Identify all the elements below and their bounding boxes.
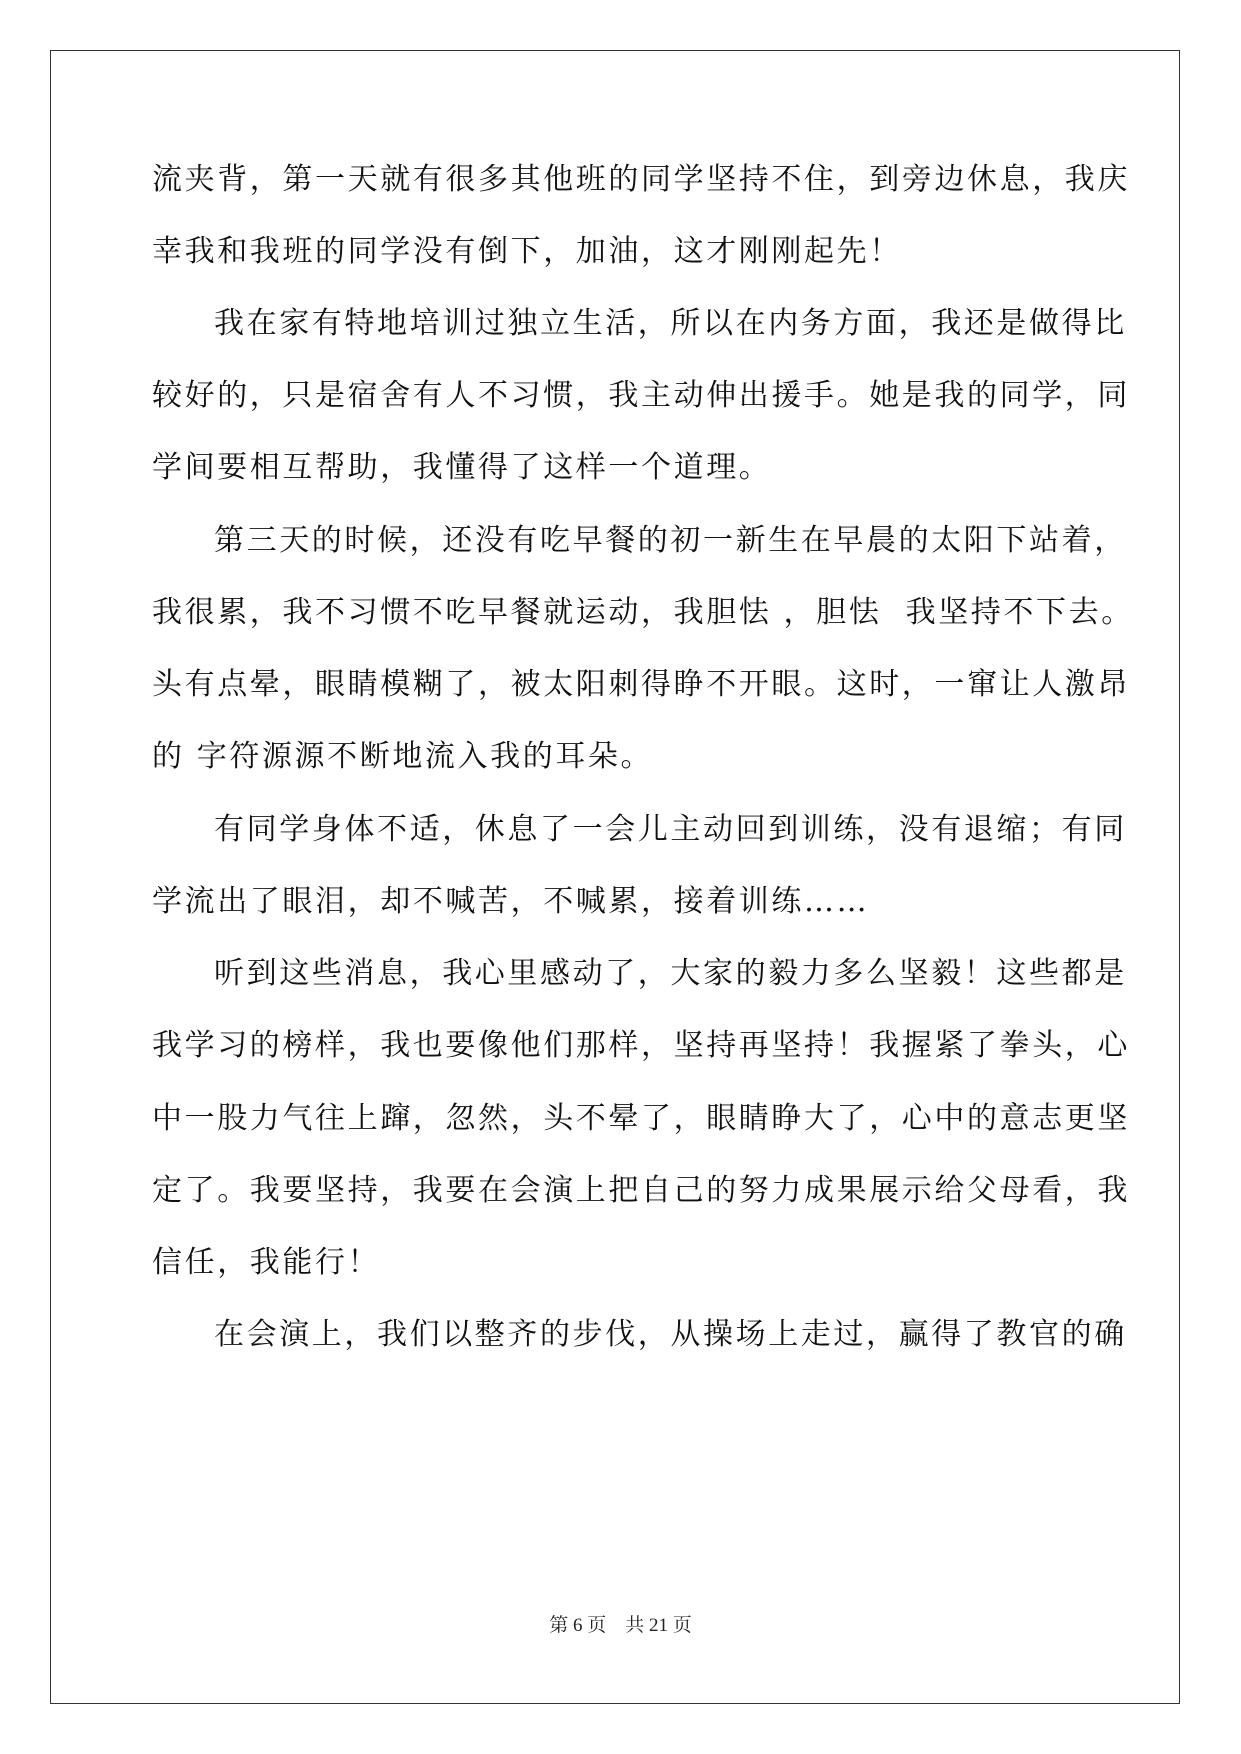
paragraph-first-line: 在会演上，我们以整齐的步伐，从操场上走过，赢得了教官的确	[214, 1317, 1127, 1352]
text-line: 学间要相互帮助，我懂得了这样一个道理。	[152, 450, 772, 485]
text-line: 我学习的榜样，我也要像他们那样，坚持再坚持！我握紧了拳头，心	[152, 1028, 1130, 1063]
page-border	[50, 50, 1180, 1704]
page-number-footer: 第 6 页 共 21 页	[549, 1615, 692, 1636]
paragraph-first-line: 听到这些消息，我心里感动了，大家的毅力多么坚毅！这些都是	[214, 956, 1127, 991]
text-line: 头有点晕，眼睛模糊了，被太阳刺得睁不开眼。这时，一窜让人激昂	[152, 667, 1130, 702]
text-line: 幸我和我班的同学没有倒下，加油，这才刚刚起先！	[152, 234, 902, 269]
text-line: 流夹背，第一天就有很多其他班的同学坚持不住，到旁边休息，我庆	[152, 162, 1130, 197]
text-line: 信任，我能行！	[152, 1245, 381, 1280]
paragraph-first-line: 我在家有特地培训过独立生活，所以在内务方面，我还是做得比	[214, 306, 1127, 341]
text-line: 定了。我要坚持，我要在会演上把自己的努力成果展示给父母看，我	[152, 1173, 1130, 1208]
paragraph-first-line: 有同学身体不适，休息了一会儿主动回到训练，没有退缩；有同	[214, 812, 1127, 847]
text-line: 学流出了眼泪，却不喊苦，不喊累，接着训练……	[152, 884, 870, 919]
text-line: 的 字符源源不断地流入我的耳朵。	[152, 739, 654, 774]
text-line: 我很累，我不习惯不吃早餐就运动，我胆怯 ，胆怯 我坚持不下去。	[152, 595, 1134, 630]
text-line: 较好的，只是宿舍有人不习惯，我主动伸出援手。她是我的同学，同	[152, 378, 1130, 413]
paragraph-first-line: 第三天的时候，还没有吃早餐的初一新生在早晨的太阳下站着，	[214, 523, 1127, 558]
text-line: 中一股力气往上蹿，忽然，头不晕了，眼睛睁大了，心中的意志更坚	[152, 1101, 1130, 1136]
